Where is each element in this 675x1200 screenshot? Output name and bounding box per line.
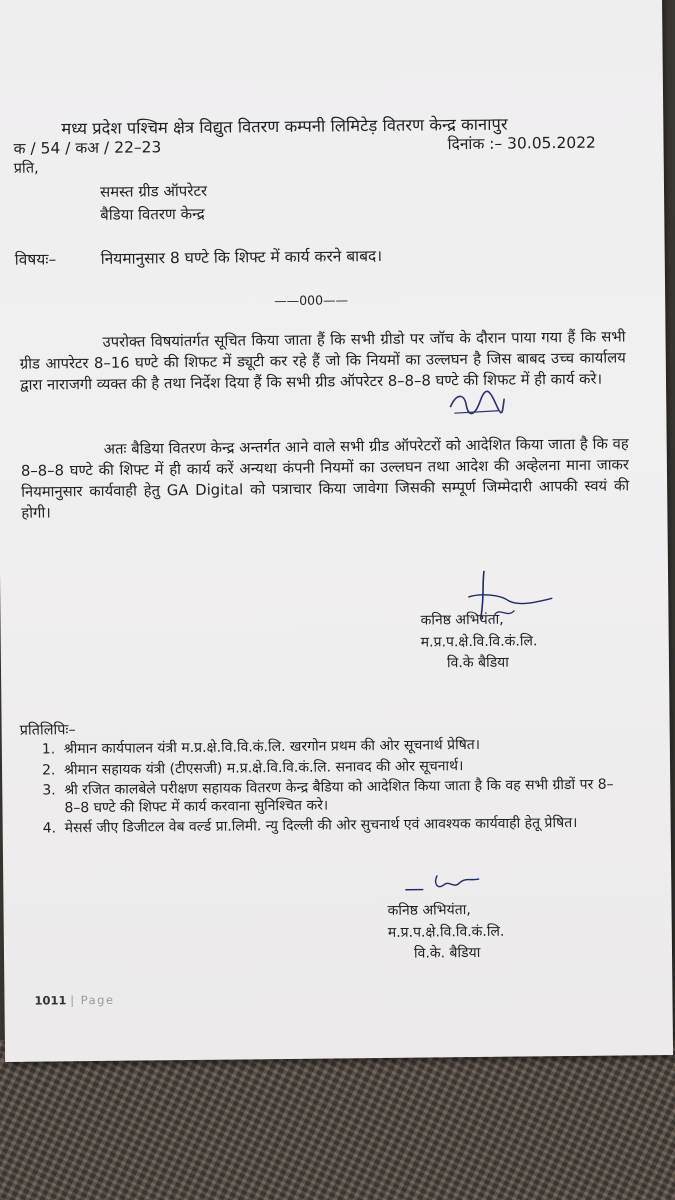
signature-block-2: [387, 900, 504, 966]
cc-item: 3. श्री रजित कालबेले परीक्षण सहायक वितरण केन्द्र बैडिया को आदेशित किया जाता है कि वह सभी ग्रीडों पर 8–8–8 घण्टे की शिफ्ट में कार्य करवाना सुनिश्चित करे।: [42, 776, 614, 816]
signatory-title: कनिष्ठ अभियंता,: [387, 902, 471, 919]
separator: ——000——: [274, 292, 349, 309]
page-number: 1011: [34, 993, 67, 1008]
signatory-org: म.प्र.प.क्षे.वि.वि.कं.लि.: [420, 632, 538, 651]
letterhead: मध्य प्रदेश पश्चिम क्षेत्र विद्युत वितरण कम्पनी लिमिटेड़ वितरण केन्द्र कानापुर: [61, 114, 508, 139]
letter-date: दिनांक :– 30.05.2022: [447, 133, 596, 154]
cc-list: [42, 735, 623, 841]
cc-item: 1. श्रीमान कार्यपालन यंत्री म.प्र.क्षे.वि.वि.कं.लि. खरगोन प्रथम की ओर सूचनार्थ प्रेषित।: [41, 736, 481, 758]
cc-label: प्रतिलिपिः–: [19, 722, 76, 739]
signatory-org: म.प्र.प.क्षे.वि.वि.कं.लि.: [387, 923, 505, 941]
cloth-background: [0, 1040, 675, 1200]
page-label: | Page: [70, 992, 115, 1008]
body-paragraph-1: उपरोक्त विषयांतर्गत सूचित किया जाता हैं कि सभी ग्रीडो पर जॉच के दौरान पाया गया हैं कि सभी ग्रीड आपरेटर 8–16 घण्टे की शिफट में ड्यूटी कर रहे हैं जो कि नियमों का उल्लघन है जिस बाबद उच्च कार्यालय द्वारा नाराजगी व्यक्त की है तथा निर्देश दिया हैं कि सभी ग्रीड ऑपरेटर 8–8–8 घण्टे की शिफट में ही कार्य करे।: [19, 328, 626, 394]
to-label: प्रति,: [13, 160, 39, 177]
cc-item: 2. श्रीमान सहायक यंत्री (टीएसजी) म.प्र.क्षे.वि.वि.कं.लि. सनावद की ओर सूचनार्थ।: [41, 757, 464, 779]
body-paragraph-2: अतः बैडिया वितरण केन्द्र अन्तर्गत आने वाले सभी ग्रीड ऑपरेटरों को आदेशित किया जाता है कि वह 8–8–8 घण्टे की शिफ्ट में ही कार्य करें अन्यथा कंपनी नियमों का उल्लघन तथा आदेश की अव्हेलना माना जाकर नियमानुसार कार्यवाही हेतु GA Digital को पत्राचार किया जावेगा जिसकी सम्पूर्ण जिम्मेदारी आपकी स्वयं की होगी।: [20, 435, 630, 522]
signature-block-1: [420, 609, 537, 675]
handwritten-mark-icon: [444, 387, 508, 422]
signatory-office: वि.के. बैडिया: [413, 944, 481, 962]
cc-item: 4. मेसर्स जीए डिजीटल वेब वर्ल्ड प्रा.लिमी. न्यु दिल्ली की ओर सुचनार्थ एवं आवश्यक कार्यवाही हेतू प्रेषित।: [42, 814, 578, 837]
addressee-line-1: समस्त ग्रीड ऑपरेटर: [99, 181, 208, 201]
signature-2-icon: [403, 867, 493, 900]
addressee-line-2: बैडिया वितरण केन्द्र: [100, 204, 205, 224]
subject-text: नियमानुसार 8 घण्टे कि शिफ्ट में कार्य करने बाबद।: [100, 246, 383, 268]
signatory-title: कनिष्ठ अभियंता,: [420, 611, 504, 629]
signatory-office: वि.के बैडिया: [446, 654, 509, 672]
page-footer: [34, 993, 114, 1008]
subject-label: विषयः–: [14, 250, 57, 269]
reference-number: क / 54 / कअ / 22–23: [13, 138, 162, 158]
